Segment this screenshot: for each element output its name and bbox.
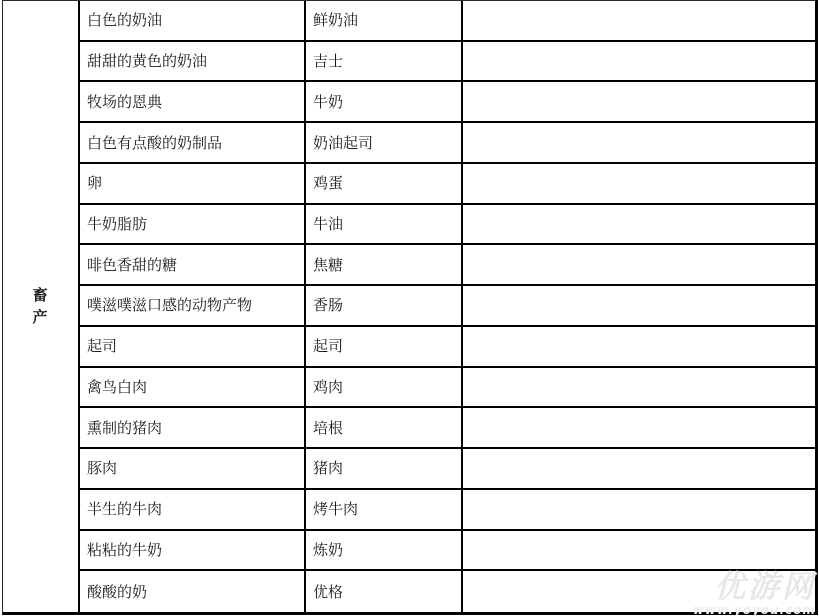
answer-text: 起司 (313, 337, 344, 356)
table-row-15-clue (80, 571, 306, 612)
answer-text: 奶油起司 (313, 133, 374, 152)
table-row-14-blank (463, 531, 815, 572)
table-row-2-clue (80, 42, 306, 83)
answer-text: 鸡蛋 (313, 174, 344, 193)
answer-text: 炼奶 (313, 540, 344, 559)
table-row-6-clue (80, 205, 306, 246)
table-row-3-answer (306, 82, 463, 123)
clue-text: 牛奶脂肪 (87, 215, 148, 234)
table-row-11-blank (463, 408, 815, 449)
clue-text: 起司 (87, 337, 118, 356)
table-row-15-blank (463, 571, 815, 612)
table-row-10-clue (80, 368, 306, 409)
clue-text: 白色有点酸的奶制品 (87, 133, 223, 152)
answer-text: 培根 (313, 418, 344, 437)
table-row-8-clue (80, 286, 306, 327)
table-row-4-blank (463, 123, 815, 164)
table-row-3-blank (463, 82, 815, 123)
table-row-5-answer (306, 164, 463, 205)
answer-text: 香肠 (313, 296, 344, 315)
answer-text: 鸡肉 (313, 377, 344, 396)
table-row-9-blank (463, 327, 815, 368)
table-row-12-answer (306, 449, 463, 490)
table-row-4-answer (306, 123, 463, 164)
clue-text: 熏制的猪肉 (87, 418, 163, 437)
table-row-6-blank (463, 205, 815, 246)
table-row-14-clue (80, 531, 306, 572)
clue-text: 牧场的恩典 (87, 92, 163, 111)
table-row-1-clue (80, 1, 306, 42)
table-row-9-clue (80, 327, 306, 368)
table-row-1-answer (306, 1, 463, 42)
table-row-7-blank (463, 245, 815, 286)
table-row-13-clue (80, 490, 306, 531)
table-row-11-clue (80, 408, 306, 449)
table-row-8-answer (306, 286, 463, 327)
table-row-12-clue (80, 449, 306, 490)
category-cell (3, 1, 80, 612)
answer-text: 焦糖 (313, 255, 344, 274)
answer-text: 吉士 (313, 52, 344, 71)
table-row-6-answer (306, 205, 463, 246)
table-row-12-blank (463, 449, 815, 490)
clue-text: 酸酸的奶 (87, 582, 148, 601)
answer-text: 牛油 (313, 215, 344, 234)
clue-text: 禽鸟白肉 (87, 377, 148, 396)
table-row-9-answer (306, 327, 463, 368)
answer-text: 猪肉 (313, 459, 344, 478)
watermark-site-url: www.yoyou.com (692, 603, 816, 616)
table-row-8-blank (463, 286, 815, 327)
table-row-14-answer (306, 531, 463, 572)
clue-text: 粘粘的牛奶 (87, 540, 163, 559)
clue-text: 半生的牛肉 (87, 500, 163, 519)
answer-text: 烤牛肉 (313, 500, 359, 519)
answer-table (2, 0, 818, 615)
table-row-7-answer (306, 245, 463, 286)
clue-text: 白色的奶油 (87, 11, 163, 30)
table-row-10-blank (463, 368, 815, 409)
table-row-7-clue (80, 245, 306, 286)
clue-text: 甜甜的黄色的奶油 (87, 52, 208, 71)
table-row-1-blank (463, 1, 815, 42)
table-row-3-clue (80, 82, 306, 123)
watermark-site-name: 优游网 (714, 569, 816, 605)
table-row-2-blank (463, 42, 815, 83)
table-row-10-answer (306, 368, 463, 409)
answer-text: 鲜奶油 (313, 11, 359, 30)
clue-text: 豚肉 (87, 459, 118, 478)
table-row-13-blank (463, 490, 815, 531)
table-row-4-clue (80, 123, 306, 164)
table-row-2-answer (306, 42, 463, 83)
category-label: 畜产 (32, 285, 49, 326)
table-row-5-blank (463, 164, 815, 205)
table-row-13-answer (306, 490, 463, 531)
clue-text: 卵 (87, 174, 103, 193)
table-row-11-answer (306, 408, 463, 449)
table-row-15-answer (306, 571, 463, 612)
table-row-5-clue (80, 164, 306, 205)
clue-text: 啡色香甜的糖 (87, 255, 178, 274)
answer-text: 优格 (313, 582, 344, 601)
clue-text: 噗滋噗滋口感的动物产物 (87, 296, 253, 315)
answer-text: 牛奶 (313, 92, 344, 111)
